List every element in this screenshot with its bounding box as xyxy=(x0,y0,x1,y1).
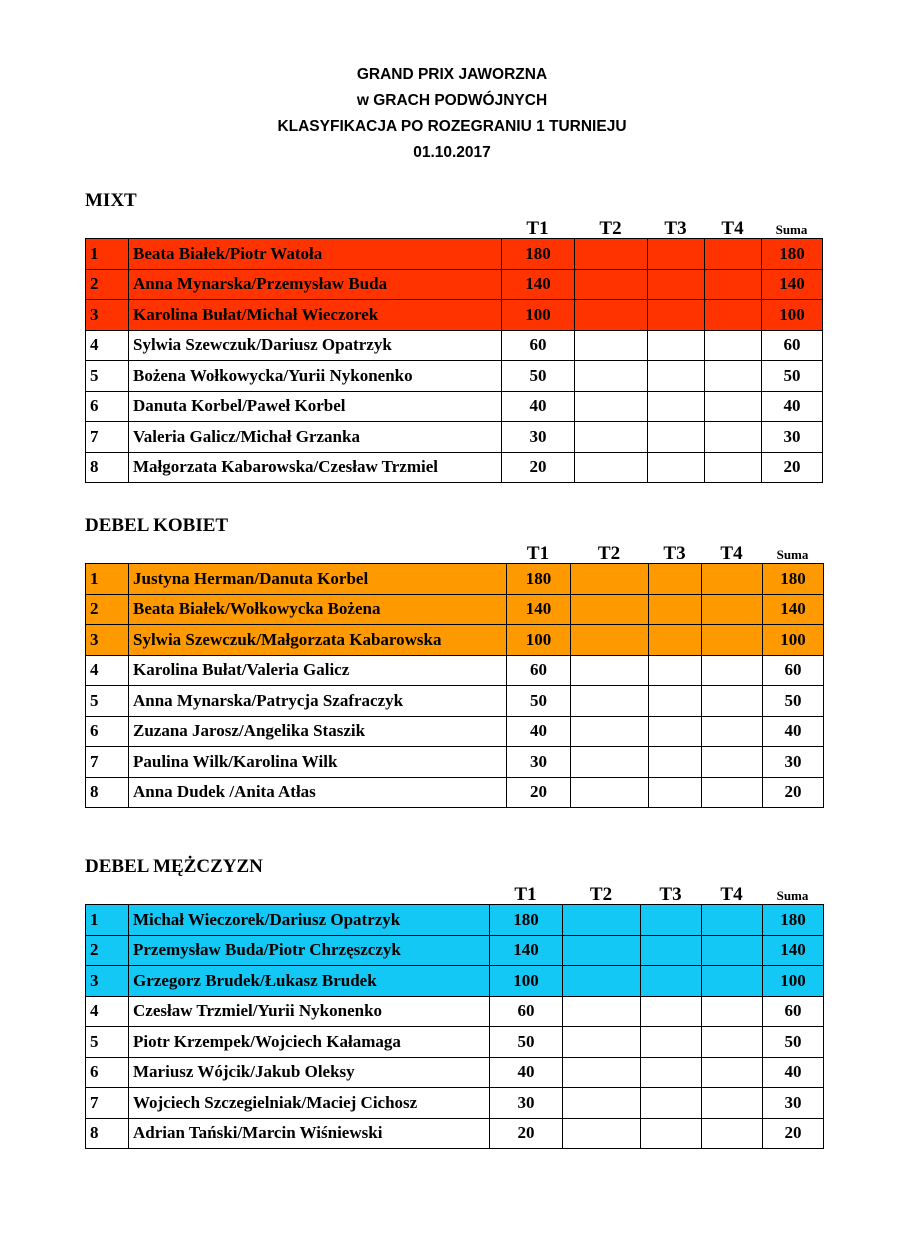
table-row xyxy=(86,747,824,778)
t3-cell xyxy=(649,747,702,778)
t4-cell xyxy=(705,361,762,392)
t3-cell xyxy=(641,935,702,966)
position-cell: 6 xyxy=(86,1057,129,1088)
suma-cell: 140 xyxy=(762,269,823,300)
t2-cell xyxy=(571,716,649,747)
t3-cell xyxy=(648,391,705,422)
t3-cell xyxy=(649,625,702,656)
t4-cell xyxy=(702,625,763,656)
t2-cell xyxy=(575,391,648,422)
table-row xyxy=(86,269,823,300)
t3-cell xyxy=(648,361,705,392)
table-row xyxy=(86,1057,824,1088)
table-row xyxy=(86,996,824,1027)
pair-name-cell: Anna Mynarska/Patrycja Szafraczyk xyxy=(129,686,507,717)
t4-cell xyxy=(705,391,762,422)
suma-cell: 60 xyxy=(763,996,824,1027)
t3-cell xyxy=(649,594,702,625)
t3-cell xyxy=(648,239,705,270)
position-cell: 8 xyxy=(86,1118,129,1149)
t1-cell: 180 xyxy=(502,239,575,270)
title-line-1: GRAND PRIX JAWORZNA xyxy=(356,66,548,83)
t4-cell xyxy=(705,452,762,483)
t4-cell xyxy=(702,564,763,595)
document-title xyxy=(0,62,904,166)
title-line-2: w GRACH PODWÓJNYCH xyxy=(356,92,548,109)
t4-cell xyxy=(702,966,763,997)
position-cell: 1 xyxy=(86,239,129,270)
suma-cell: 100 xyxy=(763,625,824,656)
t1-cell: 100 xyxy=(502,300,575,331)
column-header-suma: Suma xyxy=(775,222,808,237)
table-row xyxy=(86,716,824,747)
ranking-table xyxy=(85,238,823,483)
t2-cell xyxy=(563,1088,641,1119)
section-title: DEBEL KOBIET xyxy=(85,515,229,536)
t3-cell xyxy=(641,1057,702,1088)
t1-cell: 40 xyxy=(507,716,571,747)
t4-cell xyxy=(702,905,763,936)
t1-cell: 20 xyxy=(502,452,575,483)
table-row xyxy=(86,452,823,483)
column-header-suma: Suma xyxy=(776,547,809,562)
t4-cell xyxy=(702,1057,763,1088)
position-cell: 5 xyxy=(86,1027,129,1058)
t3-cell xyxy=(641,1118,702,1149)
t3-cell xyxy=(649,716,702,747)
table-row xyxy=(86,777,824,808)
position-cell: 7 xyxy=(86,747,129,778)
t4-cell xyxy=(702,686,763,717)
pair-name-cell: Czesław Trzmiel/Yurii Nykonenko xyxy=(129,996,490,1027)
t2-cell xyxy=(563,1027,641,1058)
pair-name-cell: Wojciech Szczegielniak/Maciej Cichosz xyxy=(129,1088,490,1119)
t1-cell: 60 xyxy=(502,330,575,361)
section-title: MIXT xyxy=(85,190,137,211)
pair-name-cell: Karolina Bułat/Michał Wieczorek xyxy=(129,300,502,331)
ranking-table xyxy=(85,904,824,1149)
suma-cell: 60 xyxy=(763,655,824,686)
t4-cell xyxy=(702,777,763,808)
position-cell: 1 xyxy=(86,905,129,936)
t2-cell xyxy=(563,1118,641,1149)
title-line-3: KLASYFIKACJA PO ROZEGRANIU 1 TURNIEJU xyxy=(277,118,627,135)
suma-cell: 140 xyxy=(763,935,824,966)
t1-cell: 50 xyxy=(502,361,575,392)
t3-cell xyxy=(641,905,702,936)
t3-cell xyxy=(641,996,702,1027)
t4-cell xyxy=(702,1027,763,1058)
table-row xyxy=(86,564,824,595)
t1-cell: 140 xyxy=(490,935,563,966)
t3-cell xyxy=(648,422,705,453)
t4-cell xyxy=(702,1118,763,1149)
t1-cell: 30 xyxy=(507,747,571,778)
t4-cell xyxy=(705,330,762,361)
t4-cell xyxy=(705,269,762,300)
position-cell: 2 xyxy=(86,594,129,625)
column-header-t2: T2 xyxy=(597,543,621,564)
table-row xyxy=(86,935,824,966)
title-line-4: 01.10.2017 xyxy=(413,144,491,161)
table-row xyxy=(86,1118,824,1149)
t1-cell: 140 xyxy=(502,269,575,300)
table-row xyxy=(86,686,824,717)
suma-cell: 20 xyxy=(762,452,823,483)
pair-name-cell: Zuzana Jarosz/Angelika Staszik xyxy=(129,716,507,747)
column-header-t4: T4 xyxy=(720,884,743,905)
t1-cell: 180 xyxy=(507,564,571,595)
pair-name-cell: Sylwia Szewczuk/Małgorzata Kabarowska xyxy=(129,625,507,656)
t3-cell xyxy=(648,452,705,483)
pair-name-cell: Anna Mynarska/Przemysław Buda xyxy=(129,269,502,300)
suma-cell: 40 xyxy=(762,391,823,422)
t2-cell xyxy=(575,269,648,300)
pair-name-cell: Anna Dudek /Anita Atłas xyxy=(129,777,507,808)
position-cell: 2 xyxy=(86,269,129,300)
table-row xyxy=(86,966,824,997)
suma-cell: 40 xyxy=(763,1057,824,1088)
pair-name-cell: Karolina Bułat/Valeria Galicz xyxy=(129,655,507,686)
t4-cell xyxy=(702,996,763,1027)
column-header-t3: T3 xyxy=(664,218,687,239)
table-row xyxy=(86,239,823,270)
suma-cell: 50 xyxy=(762,361,823,392)
t2-cell xyxy=(571,564,649,595)
position-cell: 5 xyxy=(86,686,129,717)
t2-cell xyxy=(575,361,648,392)
t1-cell: 100 xyxy=(507,625,571,656)
t2-cell xyxy=(563,1057,641,1088)
pair-name-cell: Valeria Galicz/Michał Grzanka xyxy=(129,422,502,453)
table-row xyxy=(86,905,824,936)
t2-cell xyxy=(563,996,641,1027)
suma-cell: 180 xyxy=(762,239,823,270)
t3-cell xyxy=(648,300,705,331)
t3-cell xyxy=(648,269,705,300)
position-cell: 8 xyxy=(86,777,129,808)
t2-cell xyxy=(571,655,649,686)
ranking-table xyxy=(85,563,824,808)
column-header-t1: T1 xyxy=(526,543,550,564)
position-cell: 2 xyxy=(86,935,129,966)
pair-name-cell: Piotr Krzempek/Wojciech Kałamaga xyxy=(129,1027,490,1058)
t1-cell: 180 xyxy=(490,905,563,936)
table-row xyxy=(86,1088,824,1119)
column-header-t2: T2 xyxy=(599,218,622,239)
position-cell: 4 xyxy=(86,330,129,361)
t3-cell xyxy=(649,686,702,717)
position-cell: 8 xyxy=(86,452,129,483)
suma-cell: 30 xyxy=(763,747,824,778)
table-row xyxy=(86,625,824,656)
suma-cell: 50 xyxy=(763,1027,824,1058)
t4-cell xyxy=(702,594,763,625)
column-header-t4: T4 xyxy=(721,218,744,239)
t4-cell xyxy=(702,655,763,686)
column-header-t1: T1 xyxy=(514,884,537,905)
table-row xyxy=(86,1027,824,1058)
t1-cell: 50 xyxy=(507,686,571,717)
column-header-t2: T2 xyxy=(589,884,613,905)
suma-cell: 180 xyxy=(763,905,824,936)
table-row xyxy=(86,330,823,361)
t4-cell xyxy=(702,747,763,778)
t1-cell: 30 xyxy=(490,1088,563,1119)
t1-cell: 60 xyxy=(507,655,571,686)
t1-cell: 40 xyxy=(502,391,575,422)
pair-name-cell: Mariusz Wójcik/Jakub Oleksy xyxy=(129,1057,490,1088)
suma-cell: 100 xyxy=(763,966,824,997)
t3-cell xyxy=(649,655,702,686)
pair-name-cell: Danuta Korbel/Paweł Korbel xyxy=(129,391,502,422)
table-row xyxy=(86,300,823,331)
t1-cell: 30 xyxy=(502,422,575,453)
t3-cell xyxy=(649,564,702,595)
t4-cell xyxy=(705,239,762,270)
section-title: DEBEL MĘŻCZYZN xyxy=(85,856,263,877)
t4-cell xyxy=(705,422,762,453)
column-header-t3: T3 xyxy=(659,884,682,905)
t2-cell xyxy=(571,747,649,778)
t2-cell xyxy=(575,330,648,361)
pair-name-cell: Bożena Wołkowycka/Yurii Nykonenko xyxy=(129,361,502,392)
table-row xyxy=(86,391,823,422)
t3-cell xyxy=(648,330,705,361)
position-cell: 4 xyxy=(86,655,129,686)
t2-cell xyxy=(575,300,648,331)
suma-cell: 180 xyxy=(763,564,824,595)
t2-cell xyxy=(571,594,649,625)
t3-cell xyxy=(641,1027,702,1058)
pair-name-cell: Michał Wieczorek/Dariusz Opatrzyk xyxy=(129,905,490,936)
suma-cell: 60 xyxy=(762,330,823,361)
suma-cell: 140 xyxy=(763,594,824,625)
column-header-t4: T4 xyxy=(720,543,743,564)
position-cell: 3 xyxy=(86,300,129,331)
t1-cell: 40 xyxy=(490,1057,563,1088)
position-cell: 5 xyxy=(86,361,129,392)
suma-cell: 20 xyxy=(763,1118,824,1149)
suma-cell: 30 xyxy=(763,1088,824,1119)
t4-cell xyxy=(705,300,762,331)
pair-name-cell: Przemysław Buda/Piotr Chrzęszczyk xyxy=(129,935,490,966)
t2-cell xyxy=(571,777,649,808)
column-header-t1: T1 xyxy=(526,218,549,239)
position-cell: 1 xyxy=(86,564,129,595)
t2-cell xyxy=(563,905,641,936)
pair-name-cell: Sylwia Szewczuk/Dariusz Opatrzyk xyxy=(129,330,502,361)
t1-cell: 20 xyxy=(490,1118,563,1149)
position-cell: 7 xyxy=(86,1088,129,1119)
pair-name-cell: Grzegorz Brudek/Łukasz Brudek xyxy=(129,966,490,997)
position-cell: 7 xyxy=(86,422,129,453)
t2-cell xyxy=(575,452,648,483)
suma-cell: 30 xyxy=(762,422,823,453)
t2-cell xyxy=(571,625,649,656)
t4-cell xyxy=(702,935,763,966)
pair-name-cell: Beata Białek/Wołkowycka Bożena xyxy=(129,594,507,625)
pair-name-cell: Paulina Wilk/Karolina Wilk xyxy=(129,747,507,778)
column-header-t3: T3 xyxy=(663,543,686,564)
pair-name-cell: Beata Białek/Piotr Watoła xyxy=(129,239,502,270)
position-cell: 6 xyxy=(86,391,129,422)
t2-cell xyxy=(571,686,649,717)
column-header-suma: Suma xyxy=(776,888,809,903)
position-cell: 4 xyxy=(86,996,129,1027)
table-row xyxy=(86,655,824,686)
t3-cell xyxy=(649,777,702,808)
suma-cell: 40 xyxy=(763,716,824,747)
pair-name-cell: Adrian Tański/Marcin Wiśniewski xyxy=(129,1118,490,1149)
suma-cell: 100 xyxy=(762,300,823,331)
t1-cell: 140 xyxy=(507,594,571,625)
t2-cell xyxy=(563,966,641,997)
table-row xyxy=(86,422,823,453)
t4-cell xyxy=(702,716,763,747)
pair-name-cell: Małgorzata Kabarowska/Czesław Trzmiel xyxy=(129,452,502,483)
t2-cell xyxy=(563,935,641,966)
table-row xyxy=(86,361,823,392)
t2-cell xyxy=(575,422,648,453)
position-cell: 6 xyxy=(86,716,129,747)
suma-cell: 50 xyxy=(763,686,824,717)
t1-cell: 60 xyxy=(490,996,563,1027)
table-row xyxy=(86,594,824,625)
suma-cell: 20 xyxy=(763,777,824,808)
t4-cell xyxy=(702,1088,763,1119)
pair-name-cell: Justyna Herman/Danuta Korbel xyxy=(129,564,507,595)
t3-cell xyxy=(641,1088,702,1119)
position-cell: 3 xyxy=(86,625,129,656)
t2-cell xyxy=(575,239,648,270)
position-cell: 3 xyxy=(86,966,129,997)
t1-cell: 50 xyxy=(490,1027,563,1058)
t3-cell xyxy=(641,966,702,997)
t1-cell: 100 xyxy=(490,966,563,997)
t1-cell: 20 xyxy=(507,777,571,808)
